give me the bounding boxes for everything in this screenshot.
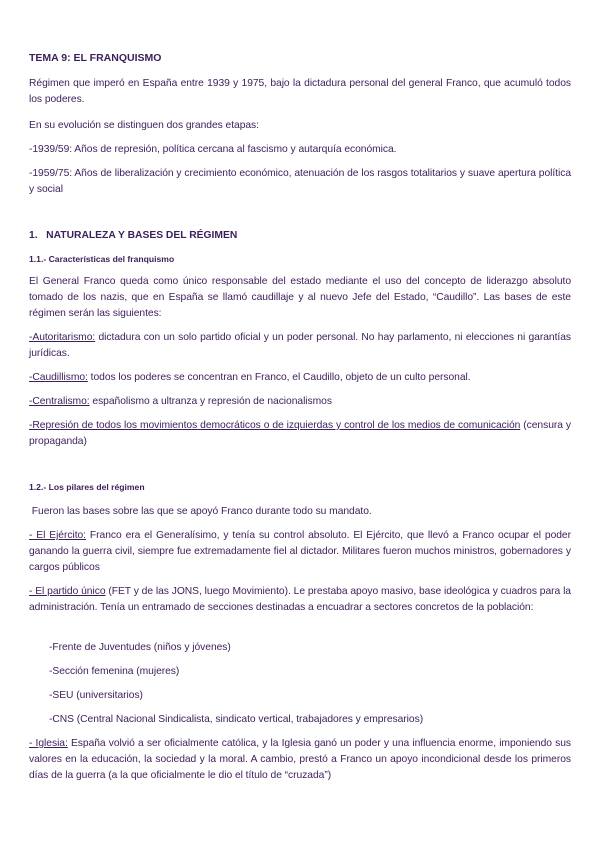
intro-text: Régimen que imperó en España entre 1939 y 1975, bajo la dictadura personal del general Franco, que acumuló todos los poderes. <box>29 78 571 105</box>
desc-centralismo: españolismo a ultranza y represión de nacionalismos <box>89 396 332 407</box>
pillars-intro-text: Fueron las bases sobre las que se apoyó Franco durante todo su mandato. <box>29 506 372 517</box>
party-section-femenina <box>29 664 591 680</box>
term-partido: - El partido único <box>29 586 106 597</box>
section-1-heading <box>29 230 571 241</box>
item-centralismo <box>29 394 571 410</box>
intro-paragraph <box>29 76 571 108</box>
pillar-iglesia <box>29 736 571 784</box>
characteristics-intro <box>29 274 571 322</box>
pillar-ejercito <box>29 528 571 576</box>
party-section-text: -CNS (Central Nacional Sindicalista, sindicato vertical, trabajadores y empresarios) <box>49 714 424 725</box>
subsection-1-1-title: 1.1.- Características del franquismo <box>29 254 175 264</box>
desc-caudillismo: todos los poderes se concentran en Franco, el Caudillo, objeto de un culto personal. <box>87 372 471 383</box>
term-ejercito: - El Ejército: <box>29 530 86 541</box>
stage-2-text: -1959/75: Años de liberalización y crecimiento económico, atenuación de los rasgos totalitarios y suave apertura política y social <box>29 168 571 195</box>
item-caudillismo <box>29 370 571 386</box>
term-iglesia: - Iglesia: <box>29 738 68 749</box>
pillars-intro <box>29 504 571 520</box>
desc-represion: (censura y propaganda) <box>29 420 571 447</box>
term-caudillismo: -Caudillismo: <box>29 372 88 383</box>
party-section-text: -SEU (universitarios) <box>49 690 143 701</box>
party-section-juventudes <box>29 640 591 656</box>
pillar-partido <box>29 584 571 616</box>
subsection-1-2-title: 1.2.- Los pilares del régimen <box>29 482 145 492</box>
section-1-title: 1. NATURALEZA Y BASES DEL RÉGIMEN <box>29 230 238 241</box>
desc-autoritarismo: dictadura con un solo partido oficial y un poder personal. No hay parlamento, ni elecciones ni garantías jurídicas. <box>29 332 571 359</box>
desc-iglesia: España volvió a ser oficialmente católica, y la Iglesia ganó un poder y una influencia enorme, imponiendo sus valores en la educación, la sociedad y la moral. A cambio, prestó a Franco un apoyo incondicional desde los primeros días de la guerra (a la que oficialmente le dio el título de “cruzada”) <box>29 738 571 781</box>
subsection-1-1-heading <box>29 254 571 264</box>
party-section-text: -Sección femenina (mujeres) <box>49 666 180 677</box>
stage-1 <box>29 142 571 158</box>
party-section-seu <box>29 688 591 704</box>
characteristics-text: El General Franco queda como único responsable del estado mediante el uso del concepto de liderazgo absoluto tomado de los nazis, que en España se llamó caudillaje y al nuevo Jefe del Estado, “Caudillo”. Las bases de este régimen serán las siguientes: <box>29 276 571 319</box>
desc-ejercito: Franco era el Generalísimo, y tenía su control absoluto. El Ejército, que llevó a Franco ocupar el poder ganando la guerra civil, siempre fue extremadamente fiel al dictador. Militares fueron muchos ministros, gobernadores y cargos públicos <box>29 530 571 573</box>
desc-partido: (FET y de las JONS, luego Movimiento). Le prestaba apoyo masivo, base ideológica y cuadros para la administración. Tenía un entramado de secciones destinadas a encuadrar a sectores concretos de la población: <box>29 586 571 613</box>
party-section-text: -Frente de Juventudes (niños y jóvenes) <box>49 642 231 653</box>
stage-2 <box>29 166 571 198</box>
term-centralismo: -Centralismo: <box>29 396 90 407</box>
term-represion: -Represión de todos los movimientos democráticos o de izquierdas y control de los medios de comunicación <box>29 420 521 431</box>
stage-1-text: -1939/59: Años de represión, política cercana al fascismo y autarquía económica. <box>29 144 397 155</box>
stages-lead-text: En su evolución se distinguen dos grandes etapas: <box>29 120 259 131</box>
item-represion <box>29 418 571 450</box>
subsection-1-2-heading <box>29 482 571 492</box>
party-section-cns <box>29 712 591 728</box>
item-autoritarismo <box>29 330 571 362</box>
term-autoritarismo: -Autoritarismo: <box>29 332 96 343</box>
document-title: TEMA 9: EL FRANQUISMO <box>29 52 162 64</box>
intro-stages-lead <box>29 118 571 134</box>
